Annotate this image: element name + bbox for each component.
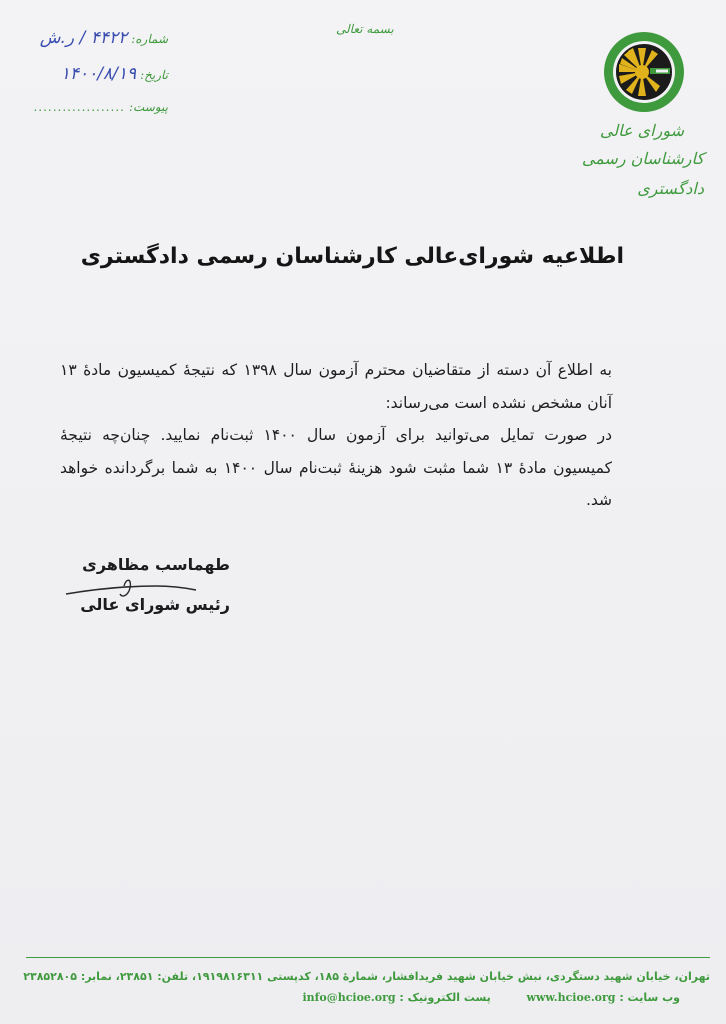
organization-name (544, 118, 704, 204)
signatory-title: رئیس شورای عالی (80, 595, 230, 614)
footer-address: تهران، خیابان شهید دستگردی، نبش خیابان شهید فریدافشار، شمارهٔ ۱۸۵، کدپستی ۱۹۱۹۸۱۶۳۱۱، تلفن: ۲۳۸۵۱، نمابر: ۲۳۸۵۲۸۰۵ (23, 970, 710, 983)
organization-name-line2: کارشناسان رسمی دادگستری (581, 149, 704, 198)
letter-attachment-row (18, 100, 168, 136)
organization-name-line1: شورای عالی (599, 121, 684, 140)
letter-number-row (18, 28, 168, 64)
bismillah-heading: بسمه تعالی (336, 22, 394, 36)
letter-meta-block (18, 28, 168, 136)
announcement-title: اطلاعیه شورای‌عالی کارشناسان رسمی دادگستری (80, 244, 624, 269)
letter-date-value: ۱۴۰۰/۸/۱۹ (60, 64, 137, 84)
signatory-name: طهماسب مظاهری (82, 555, 230, 574)
announcement-paragraph-1: به اطلاع آن دسته از متقاضیان محترم آزمون سال ۱۳۹۸ که نتیجهٔ کمیسیون مادهٔ ۱۳ آنان مشخص نشده است می‌رساند: (60, 361, 612, 412)
announcement-paragraph-2: در صورت تمایل می‌توانید برای آزمون سال ۱۴۰۰ ثبت‌نام نمایید. چنان‌چه نتیجهٔ کمیسیون مادهٔ ۱۳ شما مثبت شود هزینهٔ ثبت‌نام سال ۱۴۰۰ به شما برگردانده خواهد شد. (60, 426, 612, 509)
footer-divider (26, 957, 710, 958)
letter-date-label: تاریخ: (140, 68, 168, 82)
handwritten-signature (60, 572, 200, 608)
website-link[interactable]: www.hcioe.org (526, 991, 616, 1004)
letter-attachment-label: پیوست: (128, 100, 168, 114)
email-label: پست الکترونیک : (399, 991, 491, 1004)
announcement-body (60, 354, 612, 517)
letter-attachment-dots: ................... (33, 100, 125, 114)
website-label: وب سایت : (619, 991, 680, 1004)
signature-block (70, 552, 230, 618)
sun-emblem-icon (602, 30, 686, 114)
email-link[interactable]: info@hcioe.org (302, 991, 396, 1004)
letter-number-label: شماره: (131, 32, 168, 46)
footer-contact-row (28, 987, 680, 1008)
organization-logo (602, 30, 686, 114)
letterhead-footer (23, 966, 710, 1008)
letter-number-value: ۴۴۲۲ / ر.ش (39, 28, 128, 48)
letter-date-row (18, 64, 168, 100)
